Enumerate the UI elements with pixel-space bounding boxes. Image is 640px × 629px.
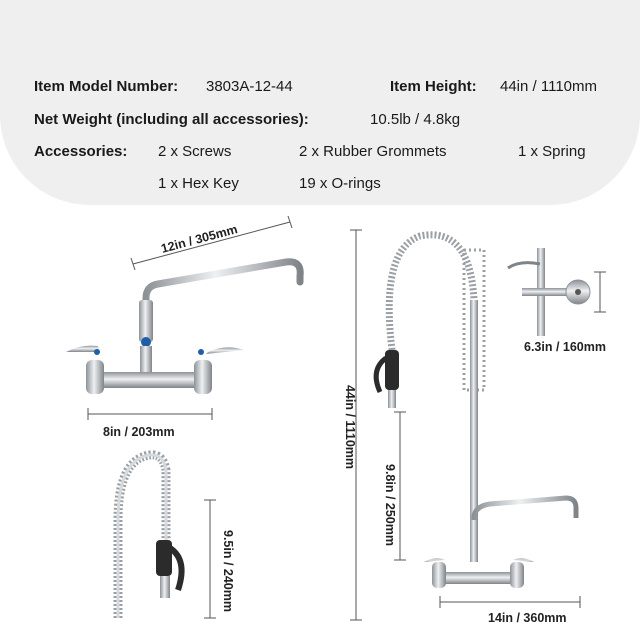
spout-length-label: 12in / 305mm: [159, 222, 239, 256]
add-on-spout-label: 14in / 360mm: [488, 611, 567, 625]
total-height-label: 44in / 1110mm: [343, 384, 357, 470]
accessory-item: 1 x Hex Key: [158, 175, 239, 192]
wall-bracket-drawing: [508, 248, 606, 336]
accessory-item: 1 x Spring: [518, 143, 586, 160]
bracket-length-label: 6.3in / 160mm: [524, 340, 606, 354]
item-height-label: Item Height:: [390, 78, 477, 95]
item-height-value: 44in / 1110mm: [500, 78, 597, 95]
model-number-label: Item Model Number:: [34, 78, 179, 95]
net-weight-value: 10.5lb / 4.8kg: [370, 111, 461, 128]
hose-length-label: 9.5in / 240mm: [221, 530, 235, 612]
accessory-item: 2 x Rubber Grommets: [299, 143, 447, 160]
spray-hose-drawing: [118, 455, 216, 618]
accessories-label: Accessories:: [34, 143, 128, 160]
hose-height-label: 9.8in / 250mm: [383, 464, 397, 546]
center-width-label: 8in / 203mm: [103, 425, 175, 439]
accessory-item: 2 x Screws: [158, 143, 232, 160]
accessory-item: 19 x O-rings: [299, 175, 381, 192]
net-weight-label: Net Weight (including all accessories):: [34, 111, 309, 128]
model-number-value: 3803A-12-44: [206, 78, 293, 95]
